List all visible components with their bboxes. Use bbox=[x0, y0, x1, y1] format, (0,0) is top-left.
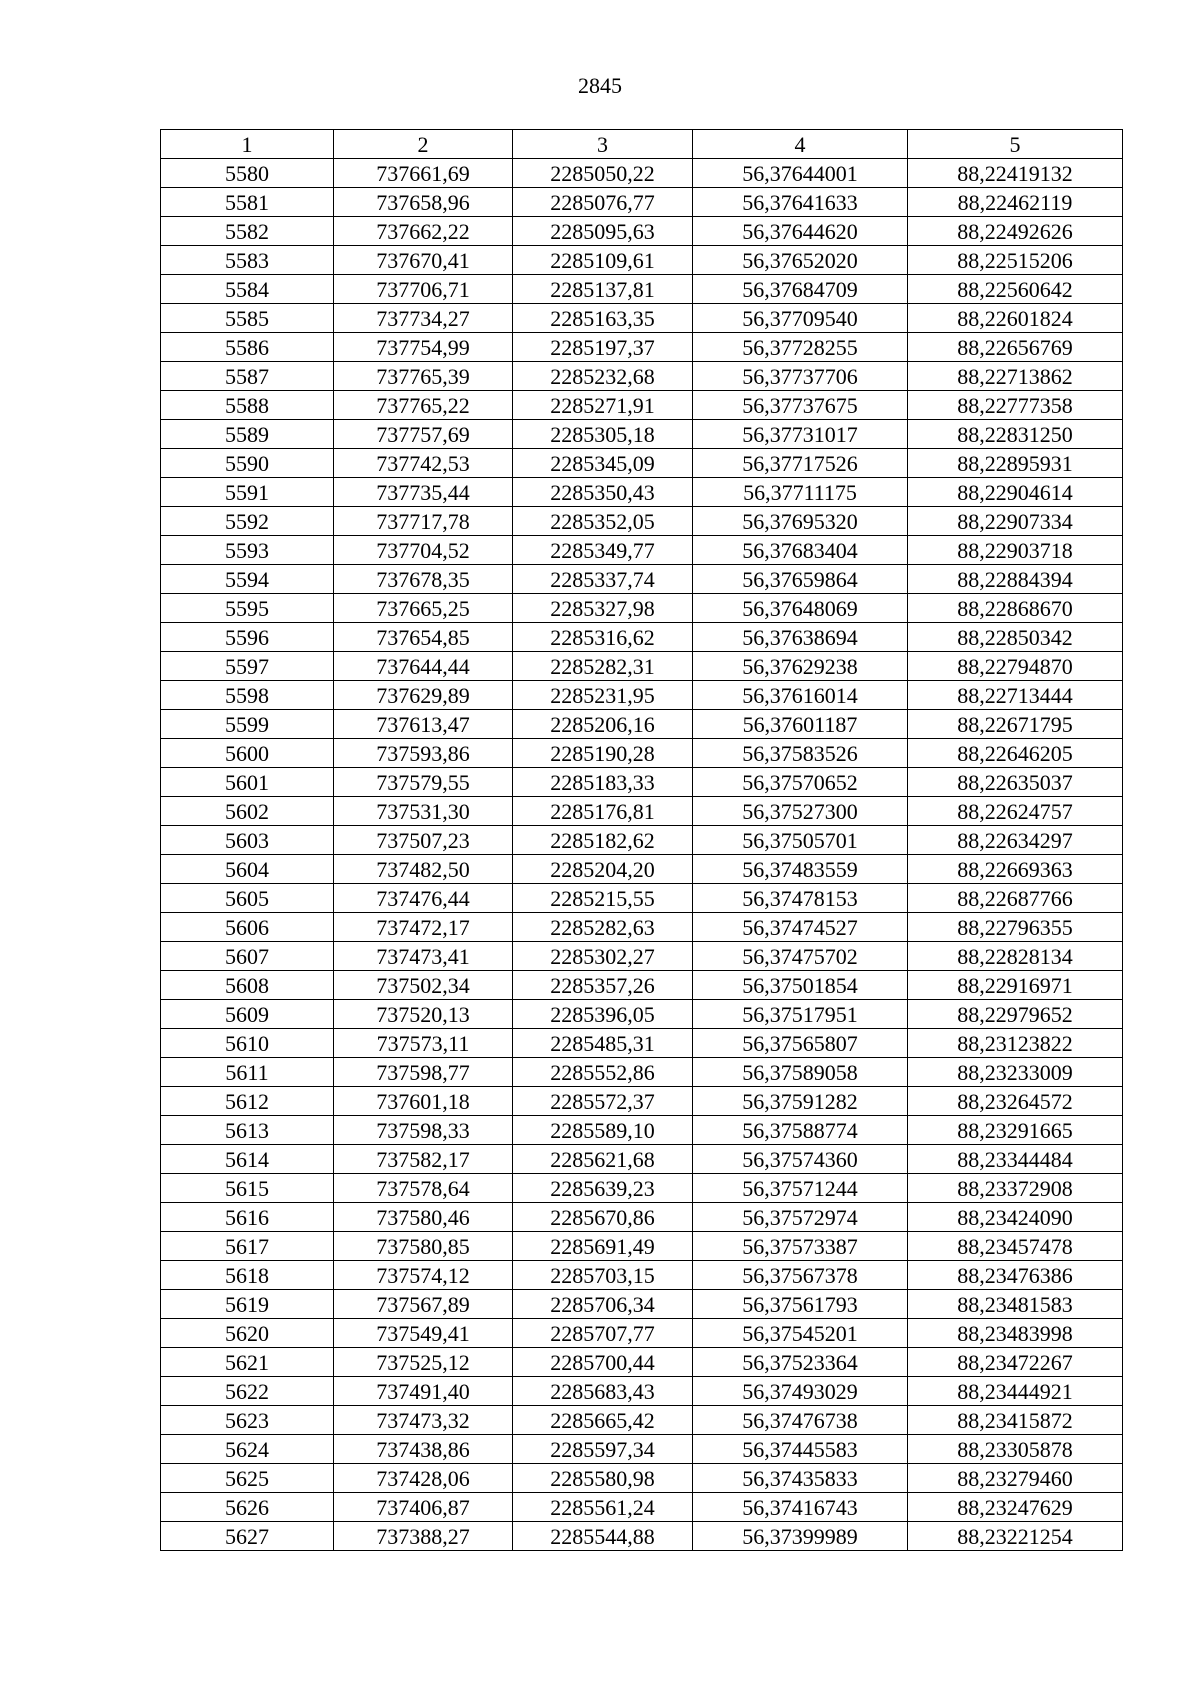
table-row bbox=[161, 1203, 1123, 1232]
table-row bbox=[161, 623, 1123, 652]
table-row bbox=[161, 1145, 1123, 1174]
table-row bbox=[161, 1377, 1123, 1406]
table-cell-col-4: 56,37517951 bbox=[693, 1000, 908, 1029]
table-cell-col-3: 2285282,31 bbox=[513, 652, 693, 681]
table-row bbox=[161, 1000, 1123, 1029]
table-cell-col-2: 737549,41 bbox=[334, 1319, 513, 1348]
table-cell-col-2: 737742,53 bbox=[334, 449, 513, 478]
table-cell-col-4: 56,37474527 bbox=[693, 913, 908, 942]
table-cell-col-1: 5580 bbox=[161, 159, 334, 188]
table-cell-col-5: 88,23344484 bbox=[908, 1145, 1123, 1174]
table-cell-col-5: 88,23444921 bbox=[908, 1377, 1123, 1406]
table-cell-col-5: 88,22624757 bbox=[908, 797, 1123, 826]
table-cell-col-4: 56,37475702 bbox=[693, 942, 908, 971]
table-cell-col-3: 2285305,18 bbox=[513, 420, 693, 449]
table-cell-col-5: 88,22656769 bbox=[908, 333, 1123, 362]
table-cell-col-2: 737658,96 bbox=[334, 188, 513, 217]
table-cell-col-5: 88,22979652 bbox=[908, 1000, 1123, 1029]
table-cell-col-5: 88,22713444 bbox=[908, 681, 1123, 710]
table-cell-col-5: 88,22868670 bbox=[908, 594, 1123, 623]
table-cell-col-5: 88,22831250 bbox=[908, 420, 1123, 449]
table-row bbox=[161, 507, 1123, 536]
table-cell-col-2: 737644,44 bbox=[334, 652, 513, 681]
table-cell-col-4: 56,37683404 bbox=[693, 536, 908, 565]
table-cell-col-2: 737473,32 bbox=[334, 1406, 513, 1435]
table-row bbox=[161, 478, 1123, 507]
table-cell-col-2: 737476,44 bbox=[334, 884, 513, 913]
table-cell-col-4: 56,37483559 bbox=[693, 855, 908, 884]
page-number: 2845 bbox=[578, 73, 622, 98]
table-row bbox=[161, 333, 1123, 362]
table-cell-col-5: 88,23415872 bbox=[908, 1406, 1123, 1435]
table-cell-col-5: 88,22916971 bbox=[908, 971, 1123, 1000]
table-cell-col-1: 5621 bbox=[161, 1348, 334, 1377]
table-cell-col-4: 56,37573387 bbox=[693, 1232, 908, 1261]
table-cell-col-1: 5594 bbox=[161, 565, 334, 594]
table-cell-col-3: 2285396,05 bbox=[513, 1000, 693, 1029]
table-cell-col-3: 2285095,63 bbox=[513, 217, 693, 246]
table-cell-col-2: 737665,25 bbox=[334, 594, 513, 623]
table-cell-col-5: 88,22462119 bbox=[908, 188, 1123, 217]
table-cell-col-5: 88,23472267 bbox=[908, 1348, 1123, 1377]
table-row bbox=[161, 362, 1123, 391]
table-cell-col-1: 5595 bbox=[161, 594, 334, 623]
table-cell-col-1: 5606 bbox=[161, 913, 334, 942]
table-cell-col-2: 737717,78 bbox=[334, 507, 513, 536]
table-cell-col-4: 56,37505701 bbox=[693, 826, 908, 855]
table-cell-col-2: 737704,52 bbox=[334, 536, 513, 565]
table-cell-col-4: 56,37638694 bbox=[693, 623, 908, 652]
table-cell-col-1: 5625 bbox=[161, 1464, 334, 1493]
table-cell-col-2: 737661,69 bbox=[334, 159, 513, 188]
table-cell-col-4: 56,37478153 bbox=[693, 884, 908, 913]
table-cell-col-3: 2285700,44 bbox=[513, 1348, 693, 1377]
table-row bbox=[161, 1290, 1123, 1319]
table-cell-col-4: 56,37737675 bbox=[693, 391, 908, 420]
table-cell-col-2: 737573,11 bbox=[334, 1029, 513, 1058]
table-cell-col-3: 2285109,61 bbox=[513, 246, 693, 275]
table-cell-col-4: 56,37684709 bbox=[693, 275, 908, 304]
table-cell-col-5: 88,22895931 bbox=[908, 449, 1123, 478]
table-cell-col-1: 5622 bbox=[161, 1377, 334, 1406]
header-cell-3: 3 bbox=[513, 130, 693, 159]
table-cell-col-4: 56,37583526 bbox=[693, 739, 908, 768]
header-row bbox=[161, 130, 1123, 159]
table-cell-col-3: 2285190,28 bbox=[513, 739, 693, 768]
table-cell-col-4: 56,37629238 bbox=[693, 652, 908, 681]
table-cell-col-4: 56,37567378 bbox=[693, 1261, 908, 1290]
table-cell-col-1: 5597 bbox=[161, 652, 334, 681]
table-cell-col-3: 2285316,62 bbox=[513, 623, 693, 652]
table-row bbox=[161, 1058, 1123, 1087]
table-cell-col-5: 88,22646205 bbox=[908, 739, 1123, 768]
table-cell-col-4: 56,37571244 bbox=[693, 1174, 908, 1203]
table-cell-col-2: 737757,69 bbox=[334, 420, 513, 449]
table-cell-col-2: 737765,39 bbox=[334, 362, 513, 391]
table-cell-col-1: 5601 bbox=[161, 768, 334, 797]
table-cell-col-4: 56,37570652 bbox=[693, 768, 908, 797]
table-cell-col-1: 5608 bbox=[161, 971, 334, 1000]
table-cell-col-3: 2285182,62 bbox=[513, 826, 693, 855]
table-cell-col-2: 737735,44 bbox=[334, 478, 513, 507]
table-cell-col-2: 737670,41 bbox=[334, 246, 513, 275]
table-row bbox=[161, 217, 1123, 246]
table-row bbox=[161, 188, 1123, 217]
table-cell-col-4: 56,37527300 bbox=[693, 797, 908, 826]
table-cell-col-4: 56,37416743 bbox=[693, 1493, 908, 1522]
table-cell-col-2: 737706,71 bbox=[334, 275, 513, 304]
table-cell-col-5: 88,22907334 bbox=[908, 507, 1123, 536]
table-cell-col-4: 56,37709540 bbox=[693, 304, 908, 333]
table-row bbox=[161, 913, 1123, 942]
table-row bbox=[161, 739, 1123, 768]
table-cell-col-2: 737507,23 bbox=[334, 826, 513, 855]
table-row bbox=[161, 1319, 1123, 1348]
table-cell-col-2: 737520,13 bbox=[334, 1000, 513, 1029]
table-row bbox=[161, 304, 1123, 333]
table-cell-col-1: 5586 bbox=[161, 333, 334, 362]
table-cell-col-5: 88,22560642 bbox=[908, 275, 1123, 304]
table-cell-col-4: 56,37493029 bbox=[693, 1377, 908, 1406]
table-cell-col-5: 88,22794870 bbox=[908, 652, 1123, 681]
table-cell-col-4: 56,37523364 bbox=[693, 1348, 908, 1377]
table-cell-col-3: 2285707,77 bbox=[513, 1319, 693, 1348]
table-cell-col-3: 2285327,98 bbox=[513, 594, 693, 623]
table-cell-col-3: 2285703,15 bbox=[513, 1261, 693, 1290]
table-cell-col-5: 88,23457478 bbox=[908, 1232, 1123, 1261]
table-cell-col-1: 5605 bbox=[161, 884, 334, 913]
table-row bbox=[161, 768, 1123, 797]
table-row bbox=[161, 681, 1123, 710]
table-row bbox=[161, 1464, 1123, 1493]
table-cell-col-2: 737734,27 bbox=[334, 304, 513, 333]
table-cell-col-5: 88,22713862 bbox=[908, 362, 1123, 391]
table-cell-col-3: 2285271,91 bbox=[513, 391, 693, 420]
table-cell-col-5: 88,23424090 bbox=[908, 1203, 1123, 1232]
table-cell-col-1: 5610 bbox=[161, 1029, 334, 1058]
table-cell-col-4: 56,37737706 bbox=[693, 362, 908, 391]
table-cell-col-4: 56,37644001 bbox=[693, 159, 908, 188]
table-cell-col-5: 88,23221254 bbox=[908, 1522, 1123, 1551]
table-cell-col-4: 56,37601187 bbox=[693, 710, 908, 739]
table-cell-col-1: 5596 bbox=[161, 623, 334, 652]
table-body bbox=[161, 159, 1123, 1551]
table-cell-col-5: 88,22601824 bbox=[908, 304, 1123, 333]
table-cell-col-4: 56,37561793 bbox=[693, 1290, 908, 1319]
table-cell-col-5: 88,22492626 bbox=[908, 217, 1123, 246]
table-row bbox=[161, 1522, 1123, 1551]
table-row bbox=[161, 391, 1123, 420]
table-cell-col-1: 5624 bbox=[161, 1435, 334, 1464]
table-row bbox=[161, 1029, 1123, 1058]
table-cell-col-1: 5592 bbox=[161, 507, 334, 536]
table-cell-col-3: 2285665,42 bbox=[513, 1406, 693, 1435]
table-row bbox=[161, 1232, 1123, 1261]
header-cell-5: 5 bbox=[908, 130, 1123, 159]
table-cell-col-1: 5585 bbox=[161, 304, 334, 333]
table-cell-col-4: 56,37717526 bbox=[693, 449, 908, 478]
table-row bbox=[161, 275, 1123, 304]
table-cell-col-1: 5590 bbox=[161, 449, 334, 478]
table-row bbox=[161, 1116, 1123, 1145]
table-cell-col-5: 88,22903718 bbox=[908, 536, 1123, 565]
table-cell-col-4: 56,37589058 bbox=[693, 1058, 908, 1087]
table-cell-col-2: 737582,17 bbox=[334, 1145, 513, 1174]
table-cell-col-1: 5591 bbox=[161, 478, 334, 507]
table-cell-col-5: 88,23291665 bbox=[908, 1116, 1123, 1145]
table-cell-col-4: 56,37695320 bbox=[693, 507, 908, 536]
table-cell-col-3: 2285050,22 bbox=[513, 159, 693, 188]
header-cell-4: 4 bbox=[693, 130, 908, 159]
table-cell-col-2: 737482,50 bbox=[334, 855, 513, 884]
table-row bbox=[161, 826, 1123, 855]
table-cell-col-2: 737601,18 bbox=[334, 1087, 513, 1116]
table-row bbox=[161, 1348, 1123, 1377]
table-cell-col-5: 88,22635037 bbox=[908, 768, 1123, 797]
table-row bbox=[161, 565, 1123, 594]
table-cell-col-2: 737428,06 bbox=[334, 1464, 513, 1493]
table-cell-col-3: 2285589,10 bbox=[513, 1116, 693, 1145]
table-cell-col-4: 56,37572974 bbox=[693, 1203, 908, 1232]
table-cell-col-1: 5602 bbox=[161, 797, 334, 826]
table-cell-col-5: 88,23483998 bbox=[908, 1319, 1123, 1348]
table-cell-col-5: 88,22884394 bbox=[908, 565, 1123, 594]
table-cell-col-1: 5611 bbox=[161, 1058, 334, 1087]
table-cell-col-1: 5614 bbox=[161, 1145, 334, 1174]
table-row bbox=[161, 159, 1123, 188]
table-cell-col-3: 2285552,86 bbox=[513, 1058, 693, 1087]
table-cell-col-3: 2285337,74 bbox=[513, 565, 693, 594]
table-cell-col-3: 2285352,05 bbox=[513, 507, 693, 536]
table-cell-col-4: 56,37545201 bbox=[693, 1319, 908, 1348]
table-cell-col-3: 2285597,34 bbox=[513, 1435, 693, 1464]
table-cell-col-4: 56,37574360 bbox=[693, 1145, 908, 1174]
table-cell-col-1: 5584 bbox=[161, 275, 334, 304]
table-cell-col-3: 2285231,95 bbox=[513, 681, 693, 710]
table-cell-col-3: 2285176,81 bbox=[513, 797, 693, 826]
table-cell-col-2: 737502,34 bbox=[334, 971, 513, 1000]
table-row bbox=[161, 797, 1123, 826]
table-cell-col-5: 88,22828134 bbox=[908, 942, 1123, 971]
table-cell-col-4: 56,37476738 bbox=[693, 1406, 908, 1435]
table-cell-col-3: 2285349,77 bbox=[513, 536, 693, 565]
table-cell-col-5: 88,22634297 bbox=[908, 826, 1123, 855]
table-cell-col-2: 737580,46 bbox=[334, 1203, 513, 1232]
table-cell-col-3: 2285691,49 bbox=[513, 1232, 693, 1261]
table-cell-col-2: 737593,86 bbox=[334, 739, 513, 768]
table-cell-col-1: 5583 bbox=[161, 246, 334, 275]
table-cell-col-3: 2285282,63 bbox=[513, 913, 693, 942]
table-cell-col-1: 5626 bbox=[161, 1493, 334, 1522]
table-cell-col-1: 5593 bbox=[161, 536, 334, 565]
table-cell-col-3: 2285163,35 bbox=[513, 304, 693, 333]
table-cell-col-4: 56,37588774 bbox=[693, 1116, 908, 1145]
table-cell-col-1: 5613 bbox=[161, 1116, 334, 1145]
table-row bbox=[161, 942, 1123, 971]
table-cell-col-2: 737580,85 bbox=[334, 1232, 513, 1261]
table-cell-col-3: 2285670,86 bbox=[513, 1203, 693, 1232]
table-row bbox=[161, 449, 1123, 478]
table-cell-col-5: 88,23279460 bbox=[908, 1464, 1123, 1493]
table-cell-col-5: 88,22687766 bbox=[908, 884, 1123, 913]
table-cell-col-3: 2285183,33 bbox=[513, 768, 693, 797]
table-cell-col-2: 737406,87 bbox=[334, 1493, 513, 1522]
table-cell-col-5: 88,23476386 bbox=[908, 1261, 1123, 1290]
table-cell-col-3: 2285706,34 bbox=[513, 1290, 693, 1319]
table-cell-col-2: 737567,89 bbox=[334, 1290, 513, 1319]
table-cell-col-3: 2285350,43 bbox=[513, 478, 693, 507]
table-cell-col-2: 737579,55 bbox=[334, 768, 513, 797]
table-cell-col-1: 5604 bbox=[161, 855, 334, 884]
table-cell-col-4: 56,37399989 bbox=[693, 1522, 908, 1551]
table-cell-col-1: 5612 bbox=[161, 1087, 334, 1116]
table-cell-col-4: 56,37644620 bbox=[693, 217, 908, 246]
table-cell-col-2: 737613,47 bbox=[334, 710, 513, 739]
table-cell-col-5: 88,22419132 bbox=[908, 159, 1123, 188]
table-cell-col-4: 56,37641633 bbox=[693, 188, 908, 217]
header-cell-2: 2 bbox=[334, 130, 513, 159]
table-cell-col-3: 2285197,37 bbox=[513, 333, 693, 362]
table-cell-col-3: 2285683,43 bbox=[513, 1377, 693, 1406]
table-row bbox=[161, 855, 1123, 884]
table-cell-col-2: 737578,64 bbox=[334, 1174, 513, 1203]
table-cell-col-5: 88,23123822 bbox=[908, 1029, 1123, 1058]
table-cell-col-5: 88,23305878 bbox=[908, 1435, 1123, 1464]
table-cell-col-1: 5603 bbox=[161, 826, 334, 855]
table-cell-col-2: 737491,40 bbox=[334, 1377, 513, 1406]
table-row bbox=[161, 1261, 1123, 1290]
table-row bbox=[161, 710, 1123, 739]
table-cell-col-1: 5581 bbox=[161, 188, 334, 217]
table-cell-col-3: 2285485,31 bbox=[513, 1029, 693, 1058]
table-cell-col-1: 5617 bbox=[161, 1232, 334, 1261]
table-cell-col-1: 5618 bbox=[161, 1261, 334, 1290]
table-cell-col-4: 56,37652020 bbox=[693, 246, 908, 275]
table-cell-col-3: 2285204,20 bbox=[513, 855, 693, 884]
table-cell-col-2: 737473,41 bbox=[334, 942, 513, 971]
table-cell-col-3: 2285357,26 bbox=[513, 971, 693, 1000]
table-cell-col-1: 5582 bbox=[161, 217, 334, 246]
table-cell-col-1: 5627 bbox=[161, 1522, 334, 1551]
table-cell-col-4: 56,37501854 bbox=[693, 971, 908, 1000]
table-cell-col-4: 56,37648069 bbox=[693, 594, 908, 623]
table-cell-col-4: 56,37711175 bbox=[693, 478, 908, 507]
table-cell-col-4: 56,37565807 bbox=[693, 1029, 908, 1058]
table-cell-col-4: 56,37728255 bbox=[693, 333, 908, 362]
table-cell-col-1: 5600 bbox=[161, 739, 334, 768]
table-row bbox=[161, 246, 1123, 275]
table-cell-col-5: 88,22515206 bbox=[908, 246, 1123, 275]
table-cell-col-5: 88,23481583 bbox=[908, 1290, 1123, 1319]
table-cell-col-5: 88,23247629 bbox=[908, 1493, 1123, 1522]
table-cell-col-4: 56,37445583 bbox=[693, 1435, 908, 1464]
table-cell-col-2: 737574,12 bbox=[334, 1261, 513, 1290]
table-cell-col-2: 737662,22 bbox=[334, 217, 513, 246]
table-cell-col-1: 5615 bbox=[161, 1174, 334, 1203]
table-row bbox=[161, 420, 1123, 449]
table-cell-col-4: 56,37591282 bbox=[693, 1087, 908, 1116]
table-cell-col-3: 2285345,09 bbox=[513, 449, 693, 478]
table-cell-col-5: 88,22669363 bbox=[908, 855, 1123, 884]
table-cell-col-3: 2285572,37 bbox=[513, 1087, 693, 1116]
table-row bbox=[161, 652, 1123, 681]
table-cell-col-1: 5599 bbox=[161, 710, 334, 739]
table-cell-col-5: 88,22777358 bbox=[908, 391, 1123, 420]
table-cell-col-3: 2285621,68 bbox=[513, 1145, 693, 1174]
table-cell-col-2: 737754,99 bbox=[334, 333, 513, 362]
table-cell-col-5: 88,22850342 bbox=[908, 623, 1123, 652]
table-cell-col-4: 56,37659864 bbox=[693, 565, 908, 594]
table-row bbox=[161, 1493, 1123, 1522]
table-cell-col-2: 737765,22 bbox=[334, 391, 513, 420]
table-cell-col-2: 737598,77 bbox=[334, 1058, 513, 1087]
table-cell-col-1: 5623 bbox=[161, 1406, 334, 1435]
table-cell-col-2: 737629,89 bbox=[334, 681, 513, 710]
table-cell-col-4: 56,37435833 bbox=[693, 1464, 908, 1493]
table-row bbox=[161, 1087, 1123, 1116]
table-cell-col-1: 5589 bbox=[161, 420, 334, 449]
table-cell-col-5: 88,23233009 bbox=[908, 1058, 1123, 1087]
table-cell-col-1: 5587 bbox=[161, 362, 334, 391]
coordinates-table bbox=[160, 129, 1123, 1551]
table-cell-col-4: 56,37616014 bbox=[693, 681, 908, 710]
table-cell-col-2: 737525,12 bbox=[334, 1348, 513, 1377]
table-cell-col-3: 2285076,77 bbox=[513, 188, 693, 217]
table-cell-col-1: 5619 bbox=[161, 1290, 334, 1319]
header-cell-1: 1 bbox=[161, 130, 334, 159]
table-row bbox=[161, 971, 1123, 1000]
table-cell-col-4: 56,37731017 bbox=[693, 420, 908, 449]
table-cell-col-3: 2285561,24 bbox=[513, 1493, 693, 1522]
table-cell-col-5: 88,22671795 bbox=[908, 710, 1123, 739]
table-cell-col-3: 2285215,55 bbox=[513, 884, 693, 913]
table-row bbox=[161, 1406, 1123, 1435]
table-header bbox=[161, 130, 1123, 159]
table-cell-col-2: 737388,27 bbox=[334, 1522, 513, 1551]
table-cell-col-1: 5588 bbox=[161, 391, 334, 420]
table-cell-col-5: 88,23264572 bbox=[908, 1087, 1123, 1116]
table-cell-col-1: 5609 bbox=[161, 1000, 334, 1029]
table-cell-col-3: 2285206,16 bbox=[513, 710, 693, 739]
table-cell-col-5: 88,22904614 bbox=[908, 478, 1123, 507]
table-row bbox=[161, 884, 1123, 913]
table-cell-col-1: 5598 bbox=[161, 681, 334, 710]
table-cell-col-5: 88,23372908 bbox=[908, 1174, 1123, 1203]
table-cell-col-2: 737438,86 bbox=[334, 1435, 513, 1464]
table-cell-col-1: 5620 bbox=[161, 1319, 334, 1348]
table-cell-col-1: 5616 bbox=[161, 1203, 334, 1232]
table-cell-col-2: 737531,30 bbox=[334, 797, 513, 826]
table-cell-col-3: 2285580,98 bbox=[513, 1464, 693, 1493]
table-cell-col-3: 2285544,88 bbox=[513, 1522, 693, 1551]
table-cell-col-1: 5607 bbox=[161, 942, 334, 971]
table-row bbox=[161, 1435, 1123, 1464]
table-cell-col-3: 2285302,27 bbox=[513, 942, 693, 971]
table-cell-col-5: 88,22796355 bbox=[908, 913, 1123, 942]
table-cell-col-2: 737598,33 bbox=[334, 1116, 513, 1145]
table-cell-col-2: 737678,35 bbox=[334, 565, 513, 594]
table-row bbox=[161, 594, 1123, 623]
table-cell-col-2: 737654,85 bbox=[334, 623, 513, 652]
table-row bbox=[161, 536, 1123, 565]
table-row bbox=[161, 1174, 1123, 1203]
table-cell-col-3: 2285232,68 bbox=[513, 362, 693, 391]
table-cell-col-3: 2285639,23 bbox=[513, 1174, 693, 1203]
table-cell-col-2: 737472,17 bbox=[334, 913, 513, 942]
table-cell-col-3: 2285137,81 bbox=[513, 275, 693, 304]
